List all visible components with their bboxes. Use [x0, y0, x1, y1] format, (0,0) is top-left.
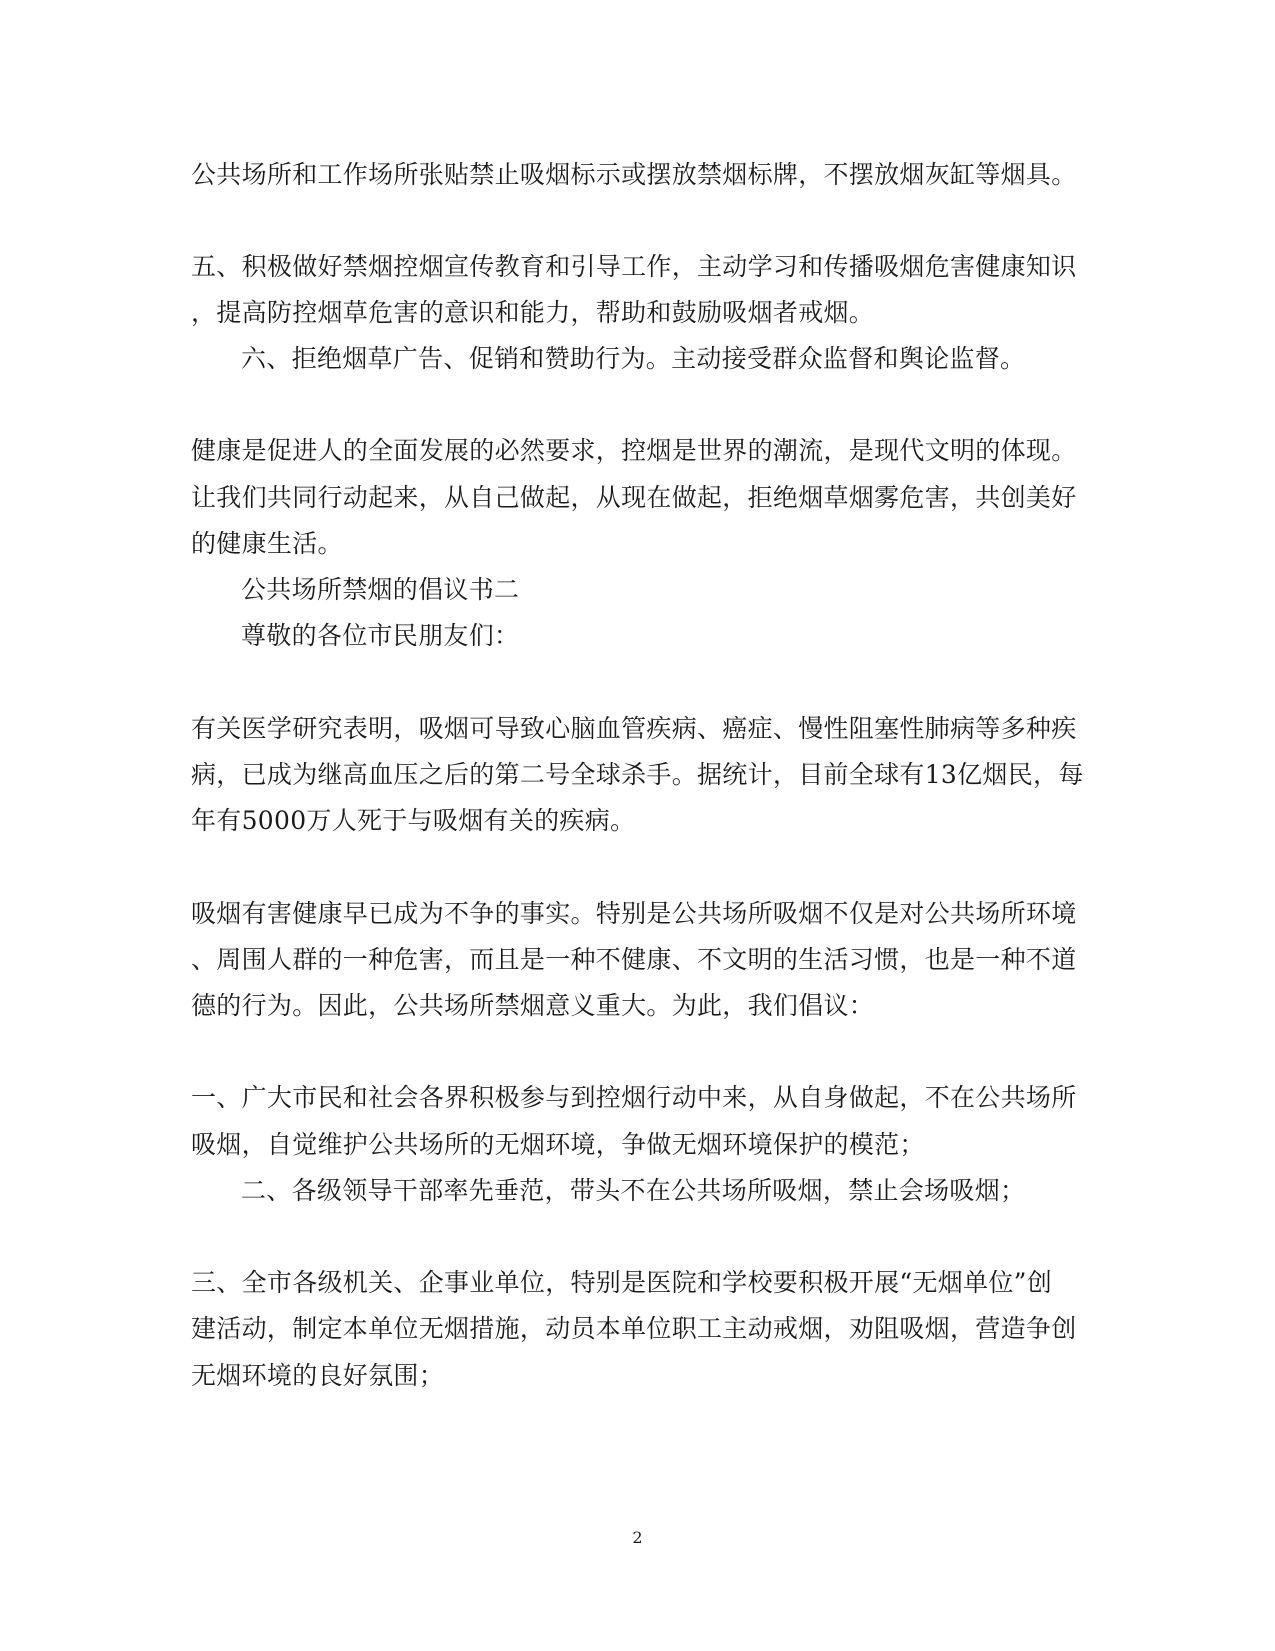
text-line: 一、广大市民和社会各界积极参与到控烟行动中来，从自身做起，不在公共场所 [191, 1083, 1077, 1112]
text-line: 年有5000万人死于与吸烟有关的疾病。 [191, 806, 636, 835]
text-line: 吸烟有害健康早已成为不争的事实。特别是公共场所吸烟不仅是对公共场所环境 [191, 899, 1077, 928]
text-line: 吸烟，自觉维护公共场所的无烟环境，争做无烟环境保护的模范； [191, 1130, 925, 1159]
text-line: 二、各级领导干部率先垂范，带头不在公共场所吸烟，禁止会场吸烟； [241, 1176, 1026, 1205]
text-line: 三、全市各级机关、企事业单位，特别是医院和学校要积极开展“无烟单位”创 [191, 1268, 1053, 1297]
text-line: 德的行为。因此，公共场所禁烟意义重大。为此，我们倡议： [191, 991, 875, 1020]
text-line: ，提高防控烟草危害的意识和能力，帮助和鼓励吸烟者戒烟。 [191, 298, 875, 327]
text-line: 六、拒绝烟草广告、促销和赞助行为。主动接受群众监督和舆论监督。 [241, 344, 1026, 373]
text-line: 的健康生活。 [191, 529, 343, 558]
text-line: 、周围人群的一种危害，而且是一种不健康、不文明的生活习惯，也是一种不道 [191, 945, 1077, 974]
text-line: 建活动，制定本单位无烟措施，动员本单位职工主动戒烟，劝阻吸烟，营造争创 [191, 1314, 1077, 1343]
text-line: 健康是促进人的全面发展的必然要求，控烟是世界的潮流，是现代文明的体现。 [191, 436, 1077, 465]
text-line: 五、积极做好禁烟控烟宣传教育和引导工作，主动学习和传播吸烟危害健康知识 [191, 252, 1077, 281]
text-line: 让我们共同行动起来，从自己做起，从现在做起，拒绝烟草烟雾危害，共创美好 [191, 483, 1077, 512]
salutation: 尊敬的各位市民朋友们： [241, 621, 520, 650]
text-line: 病，已成为继高血压之后的第二号全球杀手。据统计，目前全球有13亿烟民，每 [191, 760, 1084, 789]
page-number: 2 [632, 1528, 643, 1547]
section-title: 公共场所禁烟的倡议书二 [241, 575, 520, 604]
text-line: 有关医学研究表明，吸烟可导致心脑血管疾病、癌症、慢性阻塞性肺病等多种疾 [191, 714, 1077, 743]
text-line: 公共场所和工作场所张贴禁止吸烟标示或摆放禁烟标牌，不摆放烟灰缸等烟具。 [191, 160, 1077, 189]
text-line: 无烟环境的良好氛围； [191, 1361, 445, 1390]
